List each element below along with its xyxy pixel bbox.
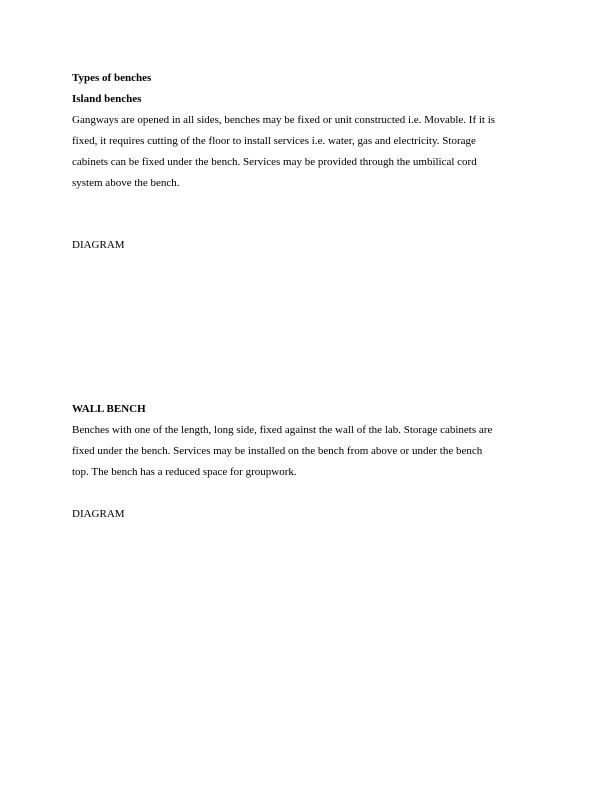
wall-bench-line-2: fixed under the bench. Services may be installed on the bench from above or under the bench <box>72 445 483 457</box>
wall-bench-line-3: top. The bench has a reduced space for groupwork. <box>72 466 297 478</box>
diagram-placeholder-island: DIAGRAM <box>72 239 125 251</box>
island-benches-line-2: fixed, it requires cutting of the floor to install services i.e. water, gas and electricity. Storage <box>72 135 476 147</box>
island-benches-section <box>72 68 542 194</box>
wall-bench-section <box>72 399 542 483</box>
wall-bench-line-1: Benches with one of the length, long side, fixed against the wall of the lab. Storage cabinets are <box>72 424 493 436</box>
island-benches-line-3: cabinets can be fixed under the bench. Services may be provided through the umbilical cord <box>72 156 477 168</box>
subsection-title-island-benches: Island benches <box>72 93 142 105</box>
island-benches-line-4: system above the bench. <box>72 177 180 189</box>
section-title-types-of-benches: Types of benches <box>72 72 152 84</box>
diagram-placeholder-wall: DIAGRAM <box>72 508 125 520</box>
section-title-wall-bench: WALL BENCH <box>72 403 146 415</box>
island-benches-line-1: Gangways are opened in all sides, benches may be fixed or unit constructed i.e. Movable. If it is <box>72 114 496 126</box>
